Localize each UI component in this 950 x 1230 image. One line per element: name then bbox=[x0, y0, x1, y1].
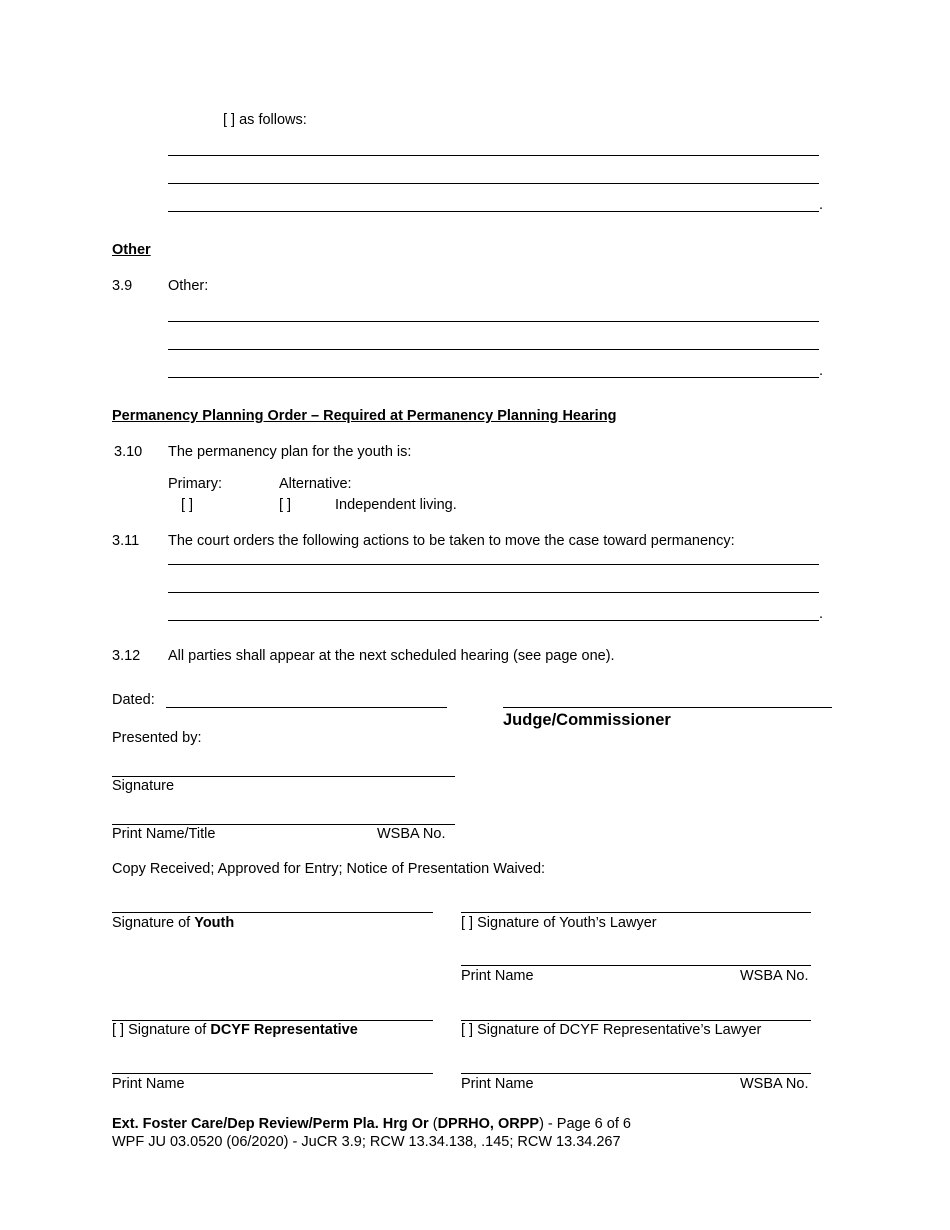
alternative-label: Alternative: bbox=[279, 476, 352, 492]
item-3-11-text: The court orders the following actions to be taken to move the case toward permanency: bbox=[168, 533, 735, 549]
item-3-9-label: Other: bbox=[168, 278, 209, 294]
dcyf-lawyer-signature-label: [ ] Signature of DCYF Representative’s Lawyer bbox=[461, 1022, 762, 1038]
youth-signature-bold: Youth bbox=[194, 915, 235, 931]
dated-line[interactable] bbox=[166, 707, 447, 708]
dcyf-lawyer-print-name-label: Print Name bbox=[461, 1076, 534, 1092]
youth-lawyer-print-name-label: Print Name bbox=[461, 968, 534, 984]
youth-lawyer-wsba-label: WSBA No. bbox=[740, 968, 809, 984]
other-line-2 bbox=[168, 349, 819, 350]
other-period: . bbox=[819, 363, 824, 379]
footer-page-number: ) - Page 6 of 6 bbox=[539, 1116, 631, 1132]
as-follows-line-1 bbox=[168, 155, 819, 156]
other-heading: Other bbox=[112, 242, 151, 258]
dcyf-lawyer-name-line[interactable] bbox=[461, 1073, 811, 1074]
footer-form-reference: WPF JU 03.0520 (06/2020) - JuCR 3.9; RCW 13.34.138, .145; RCW 13.34.267 bbox=[112, 1134, 621, 1150]
as-follows-line-2 bbox=[168, 183, 819, 184]
alternative-checkbox[interactable]: [ ] bbox=[279, 497, 292, 513]
as-follows-line-3 bbox=[168, 211, 819, 212]
dcyf-lawyer-wsba-label: WSBA No. bbox=[740, 1076, 809, 1092]
dated-label: Dated: bbox=[112, 692, 155, 708]
dcyf-signature-label bbox=[112, 1022, 358, 1038]
as-follows-option: [ ] as follows: bbox=[223, 112, 307, 128]
youth-signature-line[interactable] bbox=[112, 912, 433, 913]
footer-title-bold: Ext. Foster Care/Dep Review/Perm Pla. Hrg Or bbox=[112, 1116, 429, 1132]
primary-label: Primary: bbox=[168, 476, 222, 492]
dcyf-signature-prefix: [ ] Signature of bbox=[112, 1022, 211, 1038]
presenter-signature-line[interactable] bbox=[112, 776, 455, 777]
youth-signature-label bbox=[112, 915, 234, 931]
presented-by-label: Presented by: bbox=[112, 730, 202, 746]
permanency-heading: Permanency Planning Order – Required at Permanency Planning Hearing bbox=[112, 408, 617, 424]
youth-lawyer-signature-line[interactable] bbox=[461, 912, 811, 913]
item-3-10-number: 3.10 bbox=[114, 444, 143, 460]
presenter-wsba-label: WSBA No. bbox=[377, 826, 446, 842]
actions-line-2 bbox=[168, 592, 819, 593]
judge-commissioner-label: Judge/Commissioner bbox=[503, 711, 671, 729]
youth-lawyer-signature-label: [ ] Signature of Youth’s Lawyer bbox=[461, 915, 657, 931]
other-line-3 bbox=[168, 377, 819, 378]
independent-living-option: Independent living. bbox=[335, 497, 457, 513]
youth-signature-prefix: Signature of bbox=[112, 915, 195, 931]
item-3-9-number: 3.9 bbox=[112, 278, 133, 294]
other-line-1 bbox=[168, 321, 819, 322]
dcyf-lawyer-signature-line[interactable] bbox=[461, 1020, 811, 1021]
youth-lawyer-name-line[interactable] bbox=[461, 965, 811, 966]
item-3-12-number: 3.12 bbox=[112, 648, 141, 664]
dcyf-print-name-label: Print Name bbox=[112, 1076, 185, 1092]
actions-line-1 bbox=[168, 564, 819, 565]
footer-title bbox=[112, 1116, 631, 1132]
presenter-signature-label: Signature bbox=[112, 778, 175, 794]
item-3-12-text: All parties shall appear at the next scheduled hearing (see page one). bbox=[168, 648, 615, 664]
presenter-print-name-label: Print Name/Title bbox=[112, 826, 216, 842]
dcyf-signature-line[interactable] bbox=[112, 1020, 433, 1021]
dcyf-name-line[interactable] bbox=[112, 1073, 433, 1074]
footer-codes: DPRHO, ORPP bbox=[437, 1116, 540, 1132]
item-3-11-number: 3.11 bbox=[112, 533, 140, 549]
primary-checkbox[interactable]: [ ] bbox=[181, 497, 194, 513]
dcyf-signature-bold: DCYF Representative bbox=[210, 1022, 358, 1038]
footer-paren: ( bbox=[428, 1116, 438, 1132]
actions-period: . bbox=[819, 606, 824, 622]
copy-received-text: Copy Received; Approved for Entry; Notice of Presentation Waived: bbox=[112, 861, 546, 877]
presenter-name-line[interactable] bbox=[112, 824, 455, 825]
actions-line-3 bbox=[168, 620, 819, 621]
judge-signature-line[interactable] bbox=[503, 707, 832, 708]
item-3-10-text: The permanency plan for the youth is: bbox=[168, 444, 412, 460]
as-follows-period: . bbox=[819, 197, 824, 213]
